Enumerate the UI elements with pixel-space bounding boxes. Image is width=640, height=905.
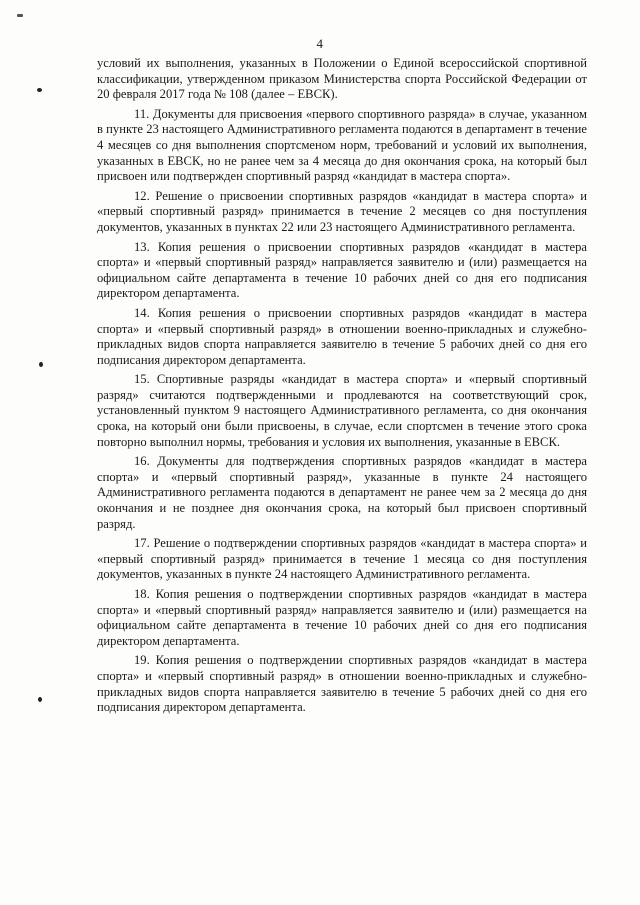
paragraph-17: 17. Решение о подтверждении спортивных разрядов «кандидат в мастера спорта» и «первый спортивный разряд» принимается в течение 1 месяца со дня поступления документов, указанных в пункте 24 настоящего Административного регламента. bbox=[97, 536, 587, 582]
paragraph-13: 13. Копия решения о присвоении спортивных разрядов «кандидат в мастера спорта» и «первый спортивный разряд» направляется заявителю и (или) размещается на официальном сайте департамента в течение 10 рабочих дней со дня его подписания директором департамента. bbox=[97, 239, 587, 301]
paragraph-15: 15. Спортивные разряды «кандидат в мастера спорта» и «первый спортивный разряд» считаются подтвержденными и продлеваются на соответствующий срок, установленный пунктом 9 настоящего Административного регламента, со дня окончания срока, на который они были присвоены, в случае, если спортсмен в течение этого срока повторно выполнил нормы, требования и условия их выполнения, указанные в ЕВСК. bbox=[97, 372, 587, 449]
paragraph-16: 16. Документы для подтверждения спортивных разрядов «кандидат в мастера спорта» и «первый спортивный разряд», указанные в пункте 24 настоящего Административного регламента подаются в департамент не ранее чем за 2 месяца до дня окончания и не позднее дня окончания срока, на который был присвоен спортивный разряд. bbox=[97, 454, 587, 531]
paragraph-12: 12. Решение о присвоении спортивных разрядов «кандидат в мастера спорта» и «первый спортивный разряд» принимается в течение 2 месяцев со дня поступления документов, указанных в пунктах 22 или 23 настоящего Административного регламента. bbox=[97, 188, 587, 234]
paragraph-14: 14. Копия решения о присвоении спортивных разрядов «кандидат в мастера спорта» и «первый спортивный разряд» в отношении военно-прикладных и служебно-прикладных видов спорта направляется заявителю в течение 5 рабочих дней со дня его подписания директором департамента. bbox=[97, 305, 587, 367]
scan-mark-top bbox=[17, 14, 23, 17]
paragraph-11: 11. Документы для присвоения «первого спортивного разряда» в случае, указанном в пункте 23 настоящего Административного регламента подаются в департамент в течение 4 месяцев со дня выполнения спортсменом норм, требований и условий их выполнения, указанных в ЕВСК, но не ранее чем за 4 месяца до дня окончания срока, на который был присвоен или подтвержден спортивный разряд «кандидат в мастера спорта». bbox=[97, 106, 587, 184]
paragraph-continuation: условий их выполнения, указанных в Положении о Единой всероссийской спортивной классификации, утвержденном приказом Министерства спорта Российской Федерации от 20 февраля 2017 года № 108 (далее – ЕВСК). bbox=[97, 56, 587, 102]
document-body bbox=[97, 56, 587, 720]
page-number: 4 bbox=[316, 36, 324, 51]
binding-hole-mark bbox=[37, 88, 42, 92]
binding-hole-mark bbox=[38, 697, 42, 702]
binding-hole-mark bbox=[39, 362, 43, 367]
paragraph-19: 19. Копия решения о подтверждении спортивных разрядов «кандидат в мастера спорта» и «первый спортивный разряд» в отношении военно-прикладных и служебно-прикладных видов спорта направляется заявителю в течение 5 рабочих дней со дня его подписания директором департамента. bbox=[97, 653, 587, 715]
paragraph-18: 18. Копия решения о подтверждении спортивных разрядов «кандидат в мастера спорта» и «первый спортивный разряд» направляется заявителю и (или) размещается на официальном сайте департамента в течение 10 рабочих дней со дня его подписания директором департамента. bbox=[97, 587, 587, 648]
